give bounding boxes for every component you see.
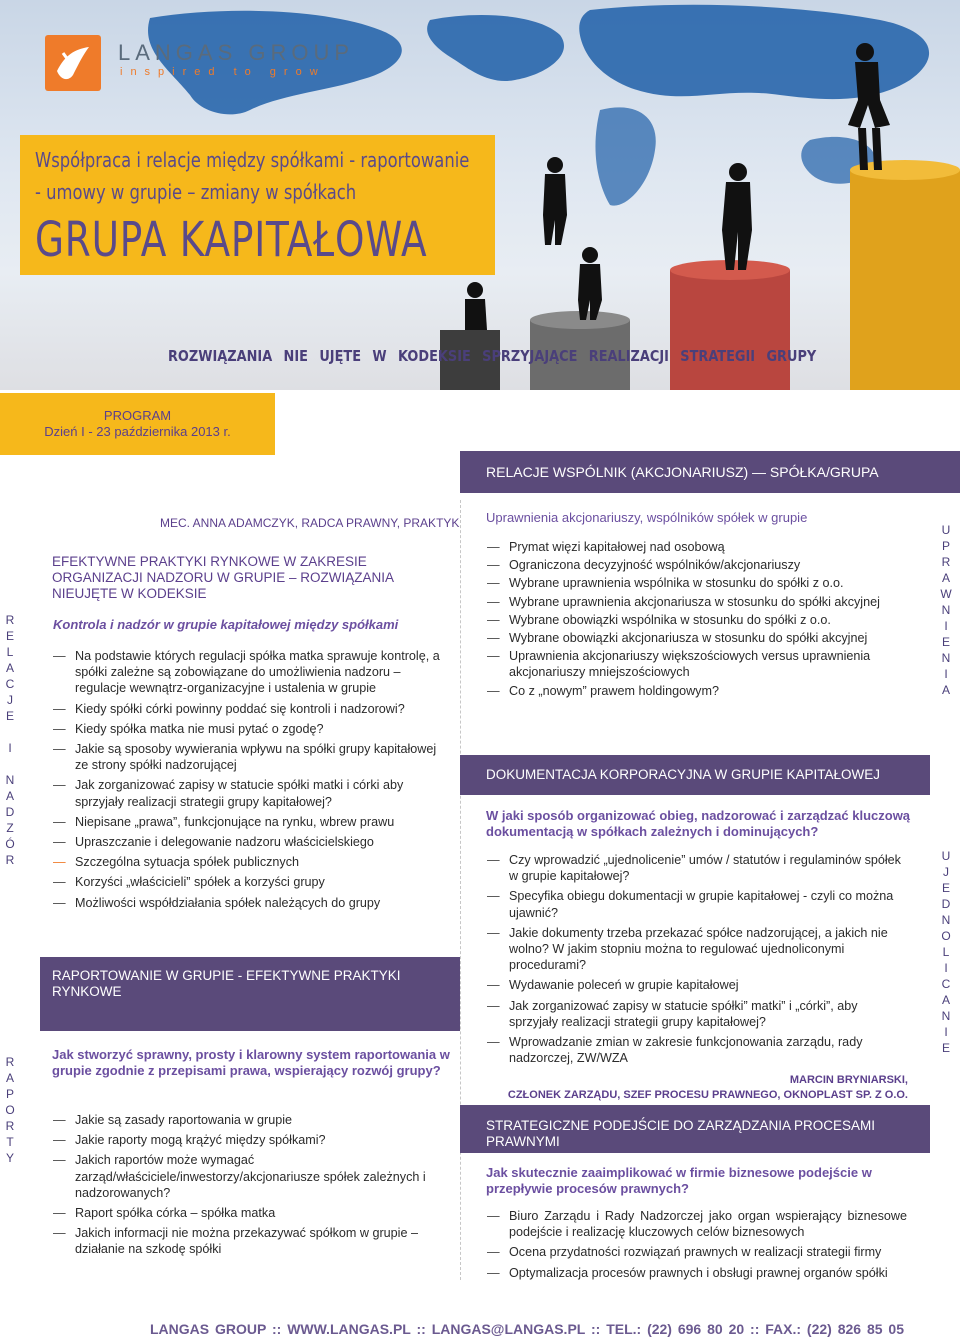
side-letter: A [941, 993, 950, 1007]
list-item: — Jakich informacji nie można przekazywać spółkom w grupie – działanie na szkodę spółki [53, 1225, 448, 1257]
side-letter: A [941, 571, 950, 585]
list-item: — Prymat więzi kapitałowej nad osobową [487, 539, 907, 555]
list-item: — Jak zorganizować zapisy w statucie spółki” matki” i „córki”, aby sprzyjały realizacji strategii grupy kapitałowej? [487, 998, 907, 1030]
section-4-list [487, 852, 907, 1070]
side-letter [0, 756, 20, 772]
list-item: — Jakie są zasady raportowania w grupie [53, 1112, 448, 1128]
program-title: PROGRAM [103, 408, 172, 423]
logo-tagline: inspired to grow [120, 66, 326, 78]
section-5-title: STRATEGICZNE PODEJŚCIE DO ZARZĄDZANIA PROCESAMI PRAWNYMI [486, 1118, 876, 1149]
side-letter: N [941, 1009, 951, 1023]
side-letter: R [5, 1055, 15, 1069]
list-item: — Optymalizacja procesów prawnych i obsługi prawnej organów spółki [487, 1265, 907, 1281]
side-letter: L [942, 945, 950, 959]
side-letter: E [5, 709, 14, 723]
side-letter [0, 724, 20, 740]
list-item: — Korzyści „właścicieli” spółek a korzyści grupy [53, 874, 448, 890]
side-letter: E [941, 1041, 950, 1055]
section-3-list [487, 539, 907, 701]
list-item: — Ograniczona decyzyjność wspólników/akcjonariuszy [487, 557, 907, 573]
side-letter: T [6, 1135, 14, 1149]
side-label-uprawnienia [936, 522, 956, 698]
side-letter: Z [6, 821, 14, 835]
side-letter: L [6, 645, 14, 659]
list-item: — Uprawnienia akcjonariuszy większościowych versus uprawnienia akcjonariuszy mniejszościowych [487, 648, 907, 680]
list-item: — Wybrane obowiązki akcjonariusza w stosunku do spółki akcyjnej [487, 630, 907, 646]
side-letter: A [5, 661, 14, 675]
side-letter: J [943, 865, 949, 879]
side-letter: R [5, 853, 15, 867]
page-subtitle: ROZWIĄZANIA NIE UJĘTE W KODEKSIE SPRZYJAJĄCE REALIZACJI STRATEGII GRUPY [168, 347, 817, 365]
list-item: — Jakich raportów może wymagać zarząd/właściciele/inwestorzy/akcjonariusze spółek zależnych i nadzorowanych? [53, 1152, 448, 1201]
side-letter: J [7, 693, 13, 707]
list-item: — Wybrane obowiązki wspólnika w stosunku do spółki z o.o. [487, 612, 907, 628]
side-letter: D [5, 805, 15, 819]
side-letter: U [941, 849, 951, 863]
list-item: — Szczególna sytuacja spółek publicznych [53, 854, 448, 870]
side-letter: C [5, 677, 15, 691]
program-date: Dzień I - 23 października 2013 r. [44, 424, 231, 439]
list-item: — Wydawanie poleceń w grupie kapitałowej [487, 977, 907, 993]
side-letter: U [941, 523, 951, 537]
side-letter: E [941, 881, 950, 895]
title-line-2: - umowy w grupie – zmiany w spółkach [35, 180, 357, 204]
list-item: — Możliwości współdziałania spółek należących do grupy [53, 895, 448, 911]
side-letter: C [941, 977, 951, 991]
list-item: — Niepisane „prawa”, funkcjonujące na rynku, wbrew prawu [53, 814, 448, 830]
side-letter: O [941, 929, 951, 943]
side-letter: N [941, 651, 951, 665]
side-letter: N [941, 913, 951, 927]
side-label-raporty [0, 1054, 20, 1166]
side-letter: N [5, 773, 15, 787]
side-letter: R [5, 1119, 15, 1133]
list-item: — Jakie raporty mogą krążyć między spółkami? [53, 1132, 448, 1148]
list-item: — Jakie są sposoby wywierania wpływu na spółki grupy kapitałowej ze strony spółki nadzorującej [53, 741, 448, 773]
speaker-1: MEC. ANNA ADAMCZYK, RADCA PRAWNY, PRAKTYK [160, 516, 460, 530]
side-letter: I [944, 961, 948, 975]
list-item: — Kiedy spółki córki powinny poddać się kontroli i nadzorowi? [53, 701, 448, 717]
section-1-subtitle: Kontrola i nadzór w grupie kapitałowej między spółkami [53, 617, 399, 632]
list-item: — Kiedy spółka matka nie musi pytać o zgodę? [53, 721, 448, 737]
side-letter: I [8, 741, 12, 755]
list-item: — Co z „nowym” prawem holdingowym? [487, 683, 907, 699]
side-letter: Ó [5, 837, 15, 851]
list-item: — Raport spółka córka – spółka matka [53, 1205, 448, 1221]
section-4-question: W jaki sposób organizować obieg, nadzorować i zarządzać kluczową dokumentacją w spółkach zależnych i dominujących? [486, 808, 911, 839]
side-letter: A [5, 789, 14, 803]
side-letter: E [941, 635, 950, 649]
speaker-2-name: MARCIN BRYNIARSKI, [789, 1074, 908, 1086]
list-item: — Wybrane uprawnienia wspólnika w stosunku do spółki z o.o. [487, 575, 907, 591]
list-item: — Upraszczanie i delegowanie nadzoru właścicielskiego [53, 834, 448, 850]
section-3-heading: Uprawnienia akcjonariuszy, wspólników spółek w grupie [486, 510, 808, 525]
list-item: — Jakie dokumenty trzeba przekazać spółce nadzorującej, a jakich nie wolno? W jakim stopniu można to regulować ujednoliconymi procedurami? [487, 925, 907, 974]
column-divider [460, 500, 461, 1280]
side-label-relacje-nadzor [0, 612, 20, 868]
section-2-question: Jak stworzyć sprawny, prosty i klarowny system raportowania w grupie zgodnie z przepisami prawa, wspierający rozwój grupy? [52, 1047, 450, 1078]
side-letter: Y [5, 1151, 14, 1165]
list-item: — Ocena przydatności rozwiązań prawnych w realizacji strategii firmy [487, 1244, 907, 1260]
side-letter: I [944, 1025, 948, 1039]
page-title: GRUPA KAPITAŁOWA [35, 212, 428, 268]
side-letter: D [941, 897, 951, 911]
side-letter: A [5, 1071, 14, 1085]
side-letter: P [5, 1087, 14, 1101]
section-1-title: EFEKTYWNE PRAKTYKI RYNKOWE W ZAKRESIE ORGANIZACJI NADZORU W GRUPIE – ROZWIĄZANIA NIEUJĘTE W KODEKSIE [52, 554, 394, 601]
title-line-1: Współpraca i relacje między spółkami - raportowanie [35, 148, 470, 172]
side-letter: I [944, 619, 948, 633]
list-item: — Wprowadzanie zmian w zakresie funkcjonowania zarządu, rady nadzorczej, ZW/WZA [487, 1034, 907, 1066]
section-2-list [53, 1112, 448, 1262]
relacje-header-text: RELACJE WSPÓLNIK (AKCJONARIUSZ) — SPÓŁKA/GRUPA [486, 464, 879, 480]
side-letter: O [5, 1103, 15, 1117]
side-letter: I [944, 667, 948, 681]
side-letter: P [941, 539, 950, 553]
side-letter: N [941, 603, 951, 617]
section-2-title: RAPORTOWANIE W GRUPIE - EFEKTYWNE PRAKTYKI RYNKOWE [52, 968, 401, 999]
side-label-ujednolicanie [936, 848, 956, 1056]
side-letter: E [5, 629, 14, 643]
section-5-list [487, 1208, 907, 1285]
side-letter: A [941, 683, 950, 697]
side-letter: R [5, 613, 15, 627]
list-item: — Jak zorganizować zapisy w statucie spółki matki i córki aby sprzyjały realizacji strategii grupy kapitałowej? [53, 777, 448, 809]
section-5-question: Jak skutecznie zaaimplikować w firmie biznesowe podejście w przepływie procesów prawnych? [486, 1165, 872, 1196]
logo-name: LANGAS GROUP [118, 40, 355, 65]
speaker-2-role: CZŁONEK ZARZĄDU, SZEF PROCESU PRAWNEGO, OKNOPLAST SP. Z O.O. [507, 1089, 908, 1101]
side-letter: R [941, 555, 951, 569]
section-4-title: DOKUMENTACJA KORPORACYJNA W GRUPIE KAPITAŁOWEJ [486, 767, 881, 782]
footer-contact: LANGAS GROUP :: WWW.LANGAS.PL :: LANGAS@LANGAS.PL :: TEL.: (22) 696 80 20 :: FAX.: (22) 826 85 05 [150, 1321, 904, 1337]
list-item: — Na podstawie których regulacji spółka matka sprawuje kontrolę, a spółki zależne są zobowiązane do umożliwienia nadzoru – regulacje wewnątrz-organizacyjne i ustalenia w grupie [53, 648, 448, 697]
list-item: — Biuro Zarządu i Rady Nadzorczej jako organ wspierający biznesowe podejście i realizację kluczowych celów biznesowych [487, 1208, 907, 1240]
list-item: — Wybrane uprawnienia akcjonariusza w stosunku do spółki akcyjnej [487, 594, 907, 610]
list-item: — Specyfika obiegu dokumentacji w grupie kapitałowej - czyli co można ujawnić? [487, 888, 907, 920]
list-item: — Czy wprowadzić „ujednolicenie” umów / statutów i regulaminów spółek w grupie kapitałowej? [487, 852, 907, 884]
section-1-list [53, 648, 448, 915]
side-letter: W [940, 587, 952, 601]
logo-bird-icon [45, 35, 101, 91]
